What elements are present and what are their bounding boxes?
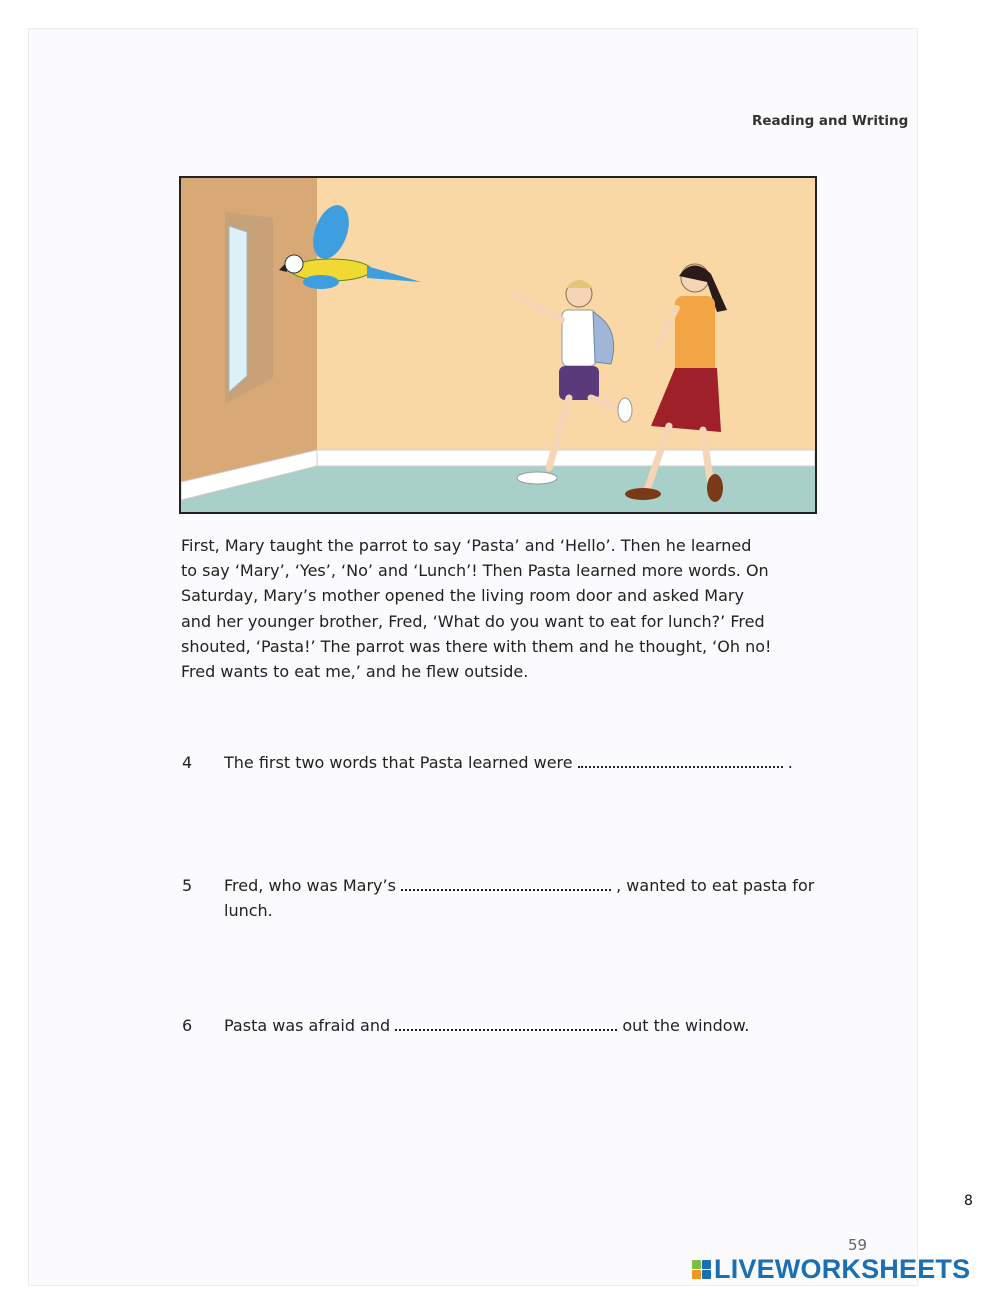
question-text: Pasta was afraid and: [224, 1016, 391, 1035]
story-line: Fred wants to eat me,’ and he flew outside.: [181, 662, 529, 682]
question-text: Fred, who was Mary’s: [224, 876, 396, 895]
skirting-board: [317, 450, 815, 466]
answer-blank-6[interactable]: [395, 1015, 617, 1031]
page-number: 59: [848, 1236, 868, 1254]
story-text: [181, 533, 821, 684]
brand-name: LIVEWORKSHEETS: [714, 1253, 971, 1284]
window-glass: [229, 226, 247, 392]
question-number: 6: [182, 1016, 193, 1035]
answer-blank-5[interactable]: [401, 875, 611, 891]
worksheet-page: [28, 28, 918, 1286]
question-text-end: out the window.: [622, 1016, 750, 1035]
answer-blank-4[interactable]: [578, 752, 783, 768]
story-line: Saturday, Mary’s mother opened the living room door and asked Mary: [181, 586, 744, 606]
illustration-drawing: [181, 178, 815, 512]
story-line: and her younger brother, Fred, ‘What do you want to eat for lunch?’ Fred: [181, 611, 765, 631]
question-number: 4: [182, 753, 193, 772]
question-number: 5: [182, 876, 193, 895]
story-illustration: [179, 176, 817, 514]
question-text: The first two words that Pasta learned were: [224, 753, 573, 772]
story-line: to say ‘Mary’, ‘Yes’, ‘No’ and ‘Lunch’! Then Pasta learned more words. On: [181, 561, 769, 581]
story-line: shouted, ‘Pasta!’ The parrot was there with them and he thought, ‘Oh no!: [181, 636, 772, 656]
liveworksheets-logo-icon: [692, 1260, 711, 1279]
section-title: Reading and Writing: [752, 113, 909, 129]
exercise-number: 8: [964, 1193, 973, 1209]
story-line: First, Mary taught the parrot to say ‘Pasta’ and ‘Hello’. Then he learned: [181, 536, 752, 555]
question-text-end: .: [787, 753, 793, 772]
question-text-end: , wanted to eat pasta for lunch.: [224, 876, 815, 920]
liveworksheets-logo[interactable]: [692, 1254, 970, 1284]
